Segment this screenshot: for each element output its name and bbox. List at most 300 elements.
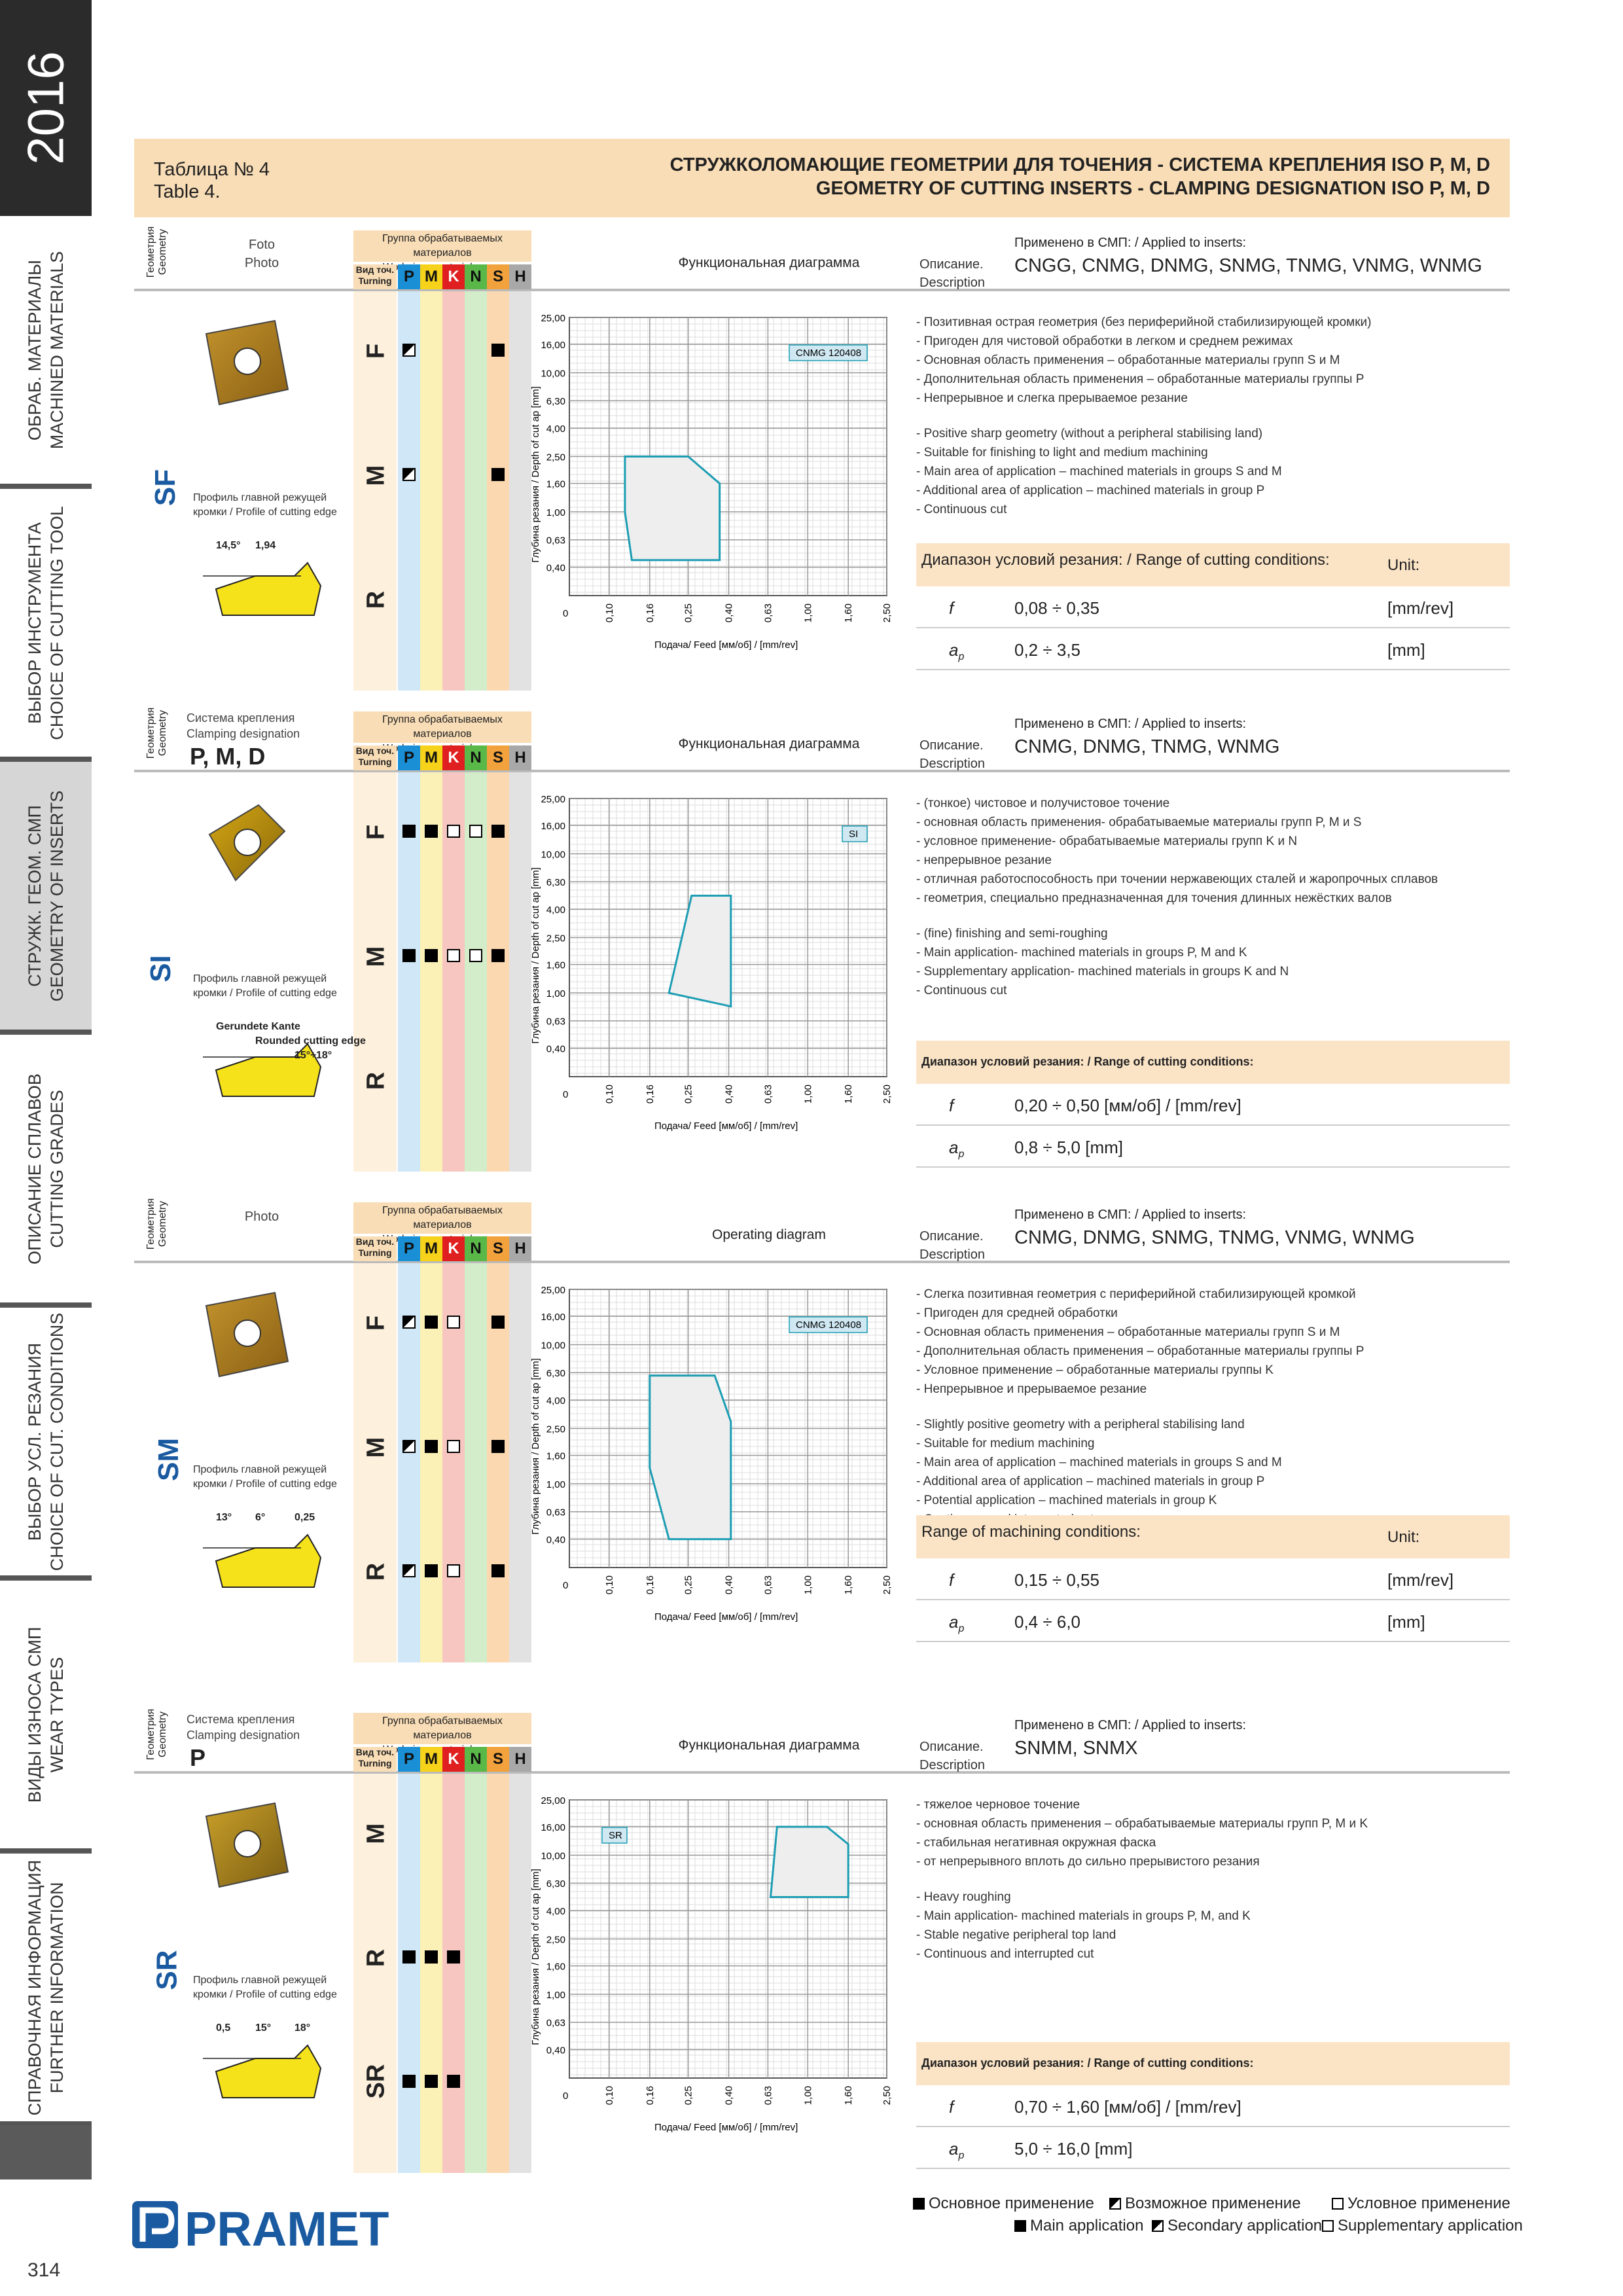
- description-en-line: - Suitable for finishing to light and medium machining: [916, 446, 1208, 459]
- unit-label: Unit:: [1387, 556, 1420, 574]
- profile-label: Профиль главной режущей кромки / Profile of cutting edge: [193, 1975, 337, 2000]
- x-tick-label: 0,63: [762, 1575, 774, 1595]
- sidebar-item-label-ru: СТРУЖК. ГЕОМ. СМП: [25, 804, 45, 987]
- y-tick-label: 1,00: [546, 1990, 565, 2001]
- depth-value: 5,0 ÷ 16,0 [mm]: [1014, 2139, 1133, 2159]
- description-ru-line: - Основная область применения – обработанные материалы групп S и M: [916, 1325, 1340, 1339]
- year-badge: 2016: [0, 0, 92, 216]
- application-mark: [447, 1564, 460, 1577]
- x-tick-label: 0,40: [723, 603, 735, 623]
- range-label: Диапазон условий резания: / Range of cutting conditions:: [921, 2056, 1254, 2070]
- table-header: [134, 139, 1510, 217]
- applied-label: Применено в СМП: / Applied to inserts:: [1014, 236, 1247, 250]
- y-tick-label: 10,00: [541, 1850, 565, 1862]
- profile-label: Профиль главной режущей кромки / Profile of cutting edge: [193, 973, 337, 999]
- sidebar-item-label-ru: ВИДЫ ИЗНОСА СМП: [25, 1626, 45, 1803]
- material-header-k: K: [442, 745, 465, 770]
- material-header-n: N: [465, 264, 487, 289]
- material-header-p: P: [398, 1236, 420, 1261]
- geometry-section-si: Геометрия Geometry Система крепления Clamping designation P, M, D Группа обрабатываемых материалов Вид точ. Turning P M K N S H Функциональная диаграмма Описание. Description Применено в СМП: / Applied to inserts: CNMG, DNMG, TNMG, WNMG F M R SI Профиль главной режущей кромки / Profile of cutting edge Gerundete Kante Rounded cutting edge 15°÷18° 25,00 16,00 10,00 6,30 4,00 2,50 1,60 1,00 0,63 0,40 0,10 0,16 0,25 0,40 0,63 1,00 1,60 2,50 0 SI Глубина резания / Depth of cut ap [mm] Подача/ Feed [мм/об] / [mm/rev] - (тонкое) чистовое и получистовое точение - основная область применения- обрабатываемые материалы групп P, M и S - условное применение- обрабатываемые материалы групп K и N - непрерывное резание - отличная работоспособность при точении нержавеющих сталей и жаропрочных сплавов - геометрия, специально предназначенная для точения длинных нежёстких валов - (fine) finishing and semi-roughing - Main application- machined materials in groups P, M and K - Supplementary application- machined materials in groups K and N - Continuous cut Диапазон условий резания: / Range of cutting conditions: f 0,20 ÷ 0,50 [мм/об] / [mm/rev] $a_p$ 0,8 ÷ 5,0 [mm]: [134, 697, 1510, 1178]
- application-mark: [491, 825, 505, 838]
- application-area: [669, 896, 731, 1007]
- y-tick-label: 6,30: [546, 877, 565, 889]
- profile-dimension: 6°: [255, 1512, 266, 1523]
- diagram-tag: CNMG 120408: [796, 1319, 862, 1331]
- geometry-section-sf: Геометрия Geometry Foto Photo Группа обрабатываемых материалов Вид точ. Turning P M K N S H Функциональная диаграмма Описание. Description Применено в СМП: / Applied to inserts: CNGG, CNMG, DNMG, SNMG, TNMG, VNMG, WNMG F M R SF Профиль главной режущей кромки / Profile of cutting edge 14,5° 1,94 25,00 16,00 10,00 6,30 4,00 2,50 1,60 1,00 0,63 0,40 0,10 0,16 0,25 0,40 0,63 1,00 1,60 2,50 0 CNMG 120408 Глубина резания / Depth of cut ap [mm] Подача/ Feed [мм/об] / [mm/rev] - Позитивная острая геометрия (без периферийной стабилизирующей кромки) - Пригоден для чистовой обработки в легком и среднем режимах - Основная область применения – обработанные материалы групп S и M - Дополнительная область применения – обработанные материалы группы P - Непрерывное и слегка прерываемое резание - Positive sharp geometry (without a peripheral stabilising land) - Suitable for finishing to light and medium machining - Main area of application – machined materials in groups S and M - Additional area of application – machined materials in group P - Continuous cut Диапазон условий резания: / Range of cutting conditions: Unit: f 0,08 ÷ 0,35 [mm/rev] $a_p$ 0,2 ÷ 3,5 [mm]: [134, 216, 1510, 697]
- geometry-code: SI: [144, 955, 177, 982]
- y-tick-label: 0,40: [546, 1534, 565, 1546]
- y-tick-label: 4,00: [546, 1906, 565, 1918]
- profile-label: Профиль главной режущей кромки / Profile of cutting edge: [193, 1464, 337, 1490]
- description-ru-line: - Дополнительная область применения – обработанные материалы группы P: [916, 1344, 1364, 1358]
- table-number-en: Table 4.: [154, 181, 221, 202]
- description-en-line: - Positive sharp geometry (without a peripheral stabilising land): [916, 427, 1263, 440]
- material-columns: [353, 772, 531, 1172]
- diagram-tag: SR: [609, 1830, 622, 1841]
- feed-row: f 0,20 ÷ 0,50 [мм/об] / [mm/rev]: [916, 1085, 1510, 1126]
- description-en-line: - Stable negative peripheral top land: [916, 1928, 1116, 1942]
- description-ru-line: - основная область применения- обрабатываемые материалы групп P, M и S: [916, 816, 1362, 829]
- x-tick-label: 0,16: [644, 603, 656, 623]
- main-mark-icon: [913, 2198, 925, 2210]
- material-header-p: P: [398, 1747, 420, 1772]
- material-header-h: H: [509, 1236, 531, 1261]
- applied-inserts: CNGG, CNMG, DNMG, SNMG, TNMG, VNMG, WNMG: [1014, 255, 1482, 276]
- description-ru-line: - Дополнительная область применения – обработанные материалы группы P: [916, 372, 1364, 386]
- y-tick-label: 0,40: [546, 1043, 565, 1055]
- x-tick-label: 2,50: [882, 2086, 893, 2106]
- x-tick-label: 0,16: [644, 2086, 656, 2106]
- description-ru-line: - Пригоден для средней обработки: [916, 1306, 1118, 1320]
- y-tick-label: 0,63: [546, 535, 565, 547]
- y-tick-label: 0,63: [546, 1507, 565, 1518]
- x-tick-label: 0,16: [644, 1085, 656, 1104]
- feed-value: 0,15 ÷ 0,55: [1014, 1570, 1099, 1590]
- title-ru: СТРУЖКОЛОМАЮЩИЕ ГЕОМЕТРИИ ДЛЯ ТОЧЕНИЯ - СИСТЕМА КРЕПЛЕНИЯ ISO P, M, D: [669, 154, 1490, 175]
- y-tick-label: 16,00: [541, 1312, 565, 1323]
- sidebar-item[interactable]: [0, 1308, 92, 1579]
- sidebar-item[interactable]: [0, 1854, 92, 2125]
- sidebar-item-label-en: CUTTING GRADES: [47, 1089, 67, 1248]
- application-area: [625, 457, 720, 560]
- description-en-line: - Potential application – machined materials in group K: [916, 1494, 1217, 1507]
- x-tick-label: 1,00: [802, 1575, 814, 1595]
- turning-mode-r: R: [362, 1562, 390, 1581]
- x-tick-label: 1,00: [802, 603, 814, 623]
- y-tick-label: 4,00: [546, 423, 565, 435]
- diagram-title: Operating diagram: [712, 1227, 826, 1242]
- description-ru-line: - Слегка позитивная геометрия с периферийной стабилизирующей кромкой: [916, 1287, 1356, 1301]
- sidebar-item-label-en: CHOICE OF CUT. CONDITIONS: [47, 1312, 67, 1571]
- geometry-section-sm: Геометрия Geometry Photo Группа обрабатываемых материалов Вид точ. Turning P M K N S H Operating diagram Описание. Description Применено в СМП: / Applied to inserts: CNMG, DNMG, SNMG, TNMG, VNMG, WNMG F M R SM Профиль главной режущей кромки / Profile of cutting edge 13° 6° 0,25 25,00 16,00 10,00 6,30 4,00 2,50 1,60 1,00 0,63 0,40 0,10 0,16 0,25 0,40 0,63 1,00 1,60 2,50 0 CNMG 120408 Глубина резания / Depth of cut ap [mm] Подача/ Feed [мм/об] / [mm/rev] - Слегка позитивная геометрия с периферийной стабилизирующей кромкой - Пригоден для средней обработки - Основная область применения – обработанные материалы групп S и M - Дополнительная область применения – обработанные материалы группы P - Условное применение – обработанные материалы группы K - Непрерывное и прерываемое резание - Slightly positive geometry with a peripheral stabilising land - Suitable for medium machining - Main area of application – machined materials in groups S and M - Additional area of application – machined materials in group P - Potential application – machined materials in group K Range of machining conditions: Unit: f 0,15 ÷ 0,55 [mm/rev] $a_p$ 0,4 ÷ 6,0 [mm]: [134, 1188, 1510, 1669]
- description-en-line: - Heavy roughing: [916, 1890, 1011, 1904]
- diagram-title: Функциональная диаграмма: [678, 255, 860, 270]
- x-tick-label: 2,50: [882, 603, 893, 623]
- operating-diagram: [520, 304, 913, 658]
- diagram-tag: CNMG 120408: [796, 348, 862, 359]
- geometry-code: SF: [149, 469, 182, 507]
- y-tick-label: 4,00: [546, 1395, 565, 1407]
- depth-value: 0,2 ÷ 3,5: [1014, 640, 1081, 660]
- applied-label: Применено в СМП: / Applied to inserts:: [1014, 1208, 1247, 1222]
- application-mark: [491, 468, 505, 481]
- depth-unit: [mm]: [1387, 1612, 1425, 1632]
- y-tick-label: 4,00: [546, 905, 565, 916]
- depth-row: $a_p$ 0,4 ÷ 6,0 [mm]: [916, 1602, 1510, 1642]
- material-header-p: P: [398, 745, 420, 770]
- feed-value: 0,20 ÷ 0,50 [мм/об] / [mm/rev]: [1014, 1096, 1241, 1115]
- depth-value: 0,4 ÷ 6,0: [1014, 1612, 1081, 1632]
- application-mark: [425, 825, 438, 838]
- description-ru-line: - стабильная негативная окружная фаска: [916, 1836, 1156, 1850]
- depth-value: 0,8 ÷ 5,0 [mm]: [1014, 1138, 1123, 1157]
- material-header-s: S: [487, 1747, 509, 1772]
- geometry-label: Геометрия Geometry: [145, 1708, 168, 1761]
- sidebar-item[interactable]: [0, 216, 92, 488]
- application-mark: [402, 1316, 416, 1329]
- table-number-ru: Таблица № 4: [154, 159, 270, 180]
- feed-unit: [mm/rev]: [1387, 598, 1454, 618]
- y-tick-label: 6,30: [546, 1878, 565, 1890]
- sidebar-item-label-en: MACHINED MATERIALS: [47, 251, 67, 449]
- description-ru-line: - условное применение- обрабатываемые материалы групп K и N: [916, 834, 1298, 848]
- applied-inserts: CNMG, DNMG, SNMG, TNMG, VNMG, WNMG: [1014, 1227, 1415, 1248]
- x-tick-label: 0,25: [683, 603, 694, 623]
- turning-mode-sr: SR: [362, 2064, 390, 2099]
- description-ru-line: - Непрерывное и слегка прерываемое резание: [916, 391, 1188, 405]
- profile-dimension: 14,5°: [216, 540, 241, 551]
- y-tick-label: 10,00: [541, 368, 565, 380]
- range-band: [916, 2042, 1510, 2085]
- x-tick-label: 0,10: [603, 2086, 615, 2106]
- material-columns: [353, 291, 531, 691]
- description-en-line: - Main application- machined materials in groups P, M and K: [916, 946, 1247, 960]
- turning-mode-f: F: [362, 343, 390, 359]
- description-en-line: - Additional area of application – machined materials in group P: [916, 1475, 1265, 1488]
- y-tick-label: 0,63: [546, 1016, 565, 1028]
- turning-mode-f: F: [362, 824, 390, 840]
- material-header-s: S: [487, 745, 509, 770]
- x-tick-label: 2,50: [882, 1575, 893, 1595]
- sidebar-item-label-ru: ВЫБОР УСЛ. РЕЗАНИЯ: [25, 1342, 45, 1541]
- sidebar-item-label-ru: ВЫБОР ИНСТРУМЕНТА: [25, 522, 45, 724]
- y-axis-label: Глубина резания / Depth of cut ap [mm]: [530, 1869, 541, 2045]
- applied-label: Применено в СМП: / Applied to inserts:: [1014, 1718, 1247, 1732]
- description-en-line: - Main area of application – machined materials in groups S and M: [916, 465, 1282, 478]
- x-axis-label: Подача/ Feed [мм/об] / [mm/rev]: [654, 2122, 798, 2133]
- x-tick-label: 0,40: [723, 2086, 735, 2106]
- origin-label: 0: [563, 1580, 569, 1591]
- description-ru-line: - непрерывное резание: [916, 853, 1052, 867]
- material-header-m: M: [420, 264, 442, 289]
- application-mark: [491, 1316, 505, 1329]
- x-tick-label: 0,25: [683, 2086, 694, 2106]
- application-area: [771, 1827, 849, 1897]
- origin-label: 0: [563, 2090, 569, 2102]
- description-en-line: - Continuous and interrupted cut: [916, 1947, 1094, 1961]
- y-tick-label: 1,00: [546, 988, 565, 1000]
- y-tick-label: 2,50: [546, 452, 565, 463]
- y-tick-label: 25,00: [541, 1795, 565, 1806]
- supp-mark-icon: [1332, 2198, 1344, 2210]
- range-band: [916, 1515, 1510, 1558]
- material-header-s: S: [487, 1236, 509, 1261]
- operating-diagram: [520, 1787, 913, 2140]
- description-en-line: - Continuous cut: [916, 984, 1007, 997]
- x-tick-label: 0,25: [683, 1085, 694, 1104]
- turning-mode-m: M: [362, 1823, 390, 1844]
- sidebar-item-label-en: CHOICE OF CUTTING TOOL: [47, 505, 67, 740]
- application-mark: [402, 344, 416, 357]
- material-header-m: M: [420, 745, 442, 770]
- diagram-tag: SI: [849, 829, 859, 840]
- application-mark: [469, 825, 482, 838]
- insert-photo-icon: [196, 1797, 294, 1895]
- y-tick-label: 1,00: [546, 507, 565, 519]
- feed-row: f 0,08 ÷ 0,35 [mm/rev]: [916, 588, 1510, 628]
- insert-photo-icon: [196, 1286, 294, 1384]
- y-tick-label: 1,60: [546, 478, 565, 490]
- x-tick-label: 0,10: [603, 603, 615, 623]
- description-en-line: - Continuous cut: [916, 503, 1007, 516]
- material-header-h: H: [509, 1747, 531, 1772]
- y-tick-label: 10,00: [541, 1340, 565, 1352]
- sidebar-item[interactable]: [0, 489, 92, 761]
- material-header-k: K: [442, 1747, 465, 1772]
- description-ru-line: - геометрия, специально предназначенная для точения длинных нежёстких валов: [916, 891, 1392, 905]
- y-tick-label: 1,60: [546, 1961, 565, 1973]
- insert-photo-icon: [196, 314, 294, 412]
- depth-unit: [mm]: [1387, 640, 1425, 660]
- turning-mode-m: M: [362, 1437, 390, 1458]
- turning-mode-m: M: [362, 465, 390, 486]
- turning-mode-r: R: [362, 1071, 390, 1090]
- x-tick-label: 1,60: [843, 1085, 855, 1104]
- profile-dimension: Rounded cutting edge: [255, 1035, 366, 1047]
- application-mark: [425, 1564, 438, 1577]
- application-mark: [469, 949, 482, 962]
- y-tick-label: 25,00: [541, 1285, 565, 1296]
- y-tick-label: 2,50: [546, 1424, 565, 1435]
- sidebar-item-label-en: FURTHER INFORMATION: [47, 1882, 67, 2093]
- origin-label: 0: [563, 1089, 569, 1100]
- origin-label: 0: [563, 608, 569, 619]
- geometry-code: SM: [152, 1438, 185, 1481]
- clamp-value: P, M, D: [190, 743, 266, 770]
- geometry-label: Геометрия Geometry: [145, 1198, 168, 1250]
- feed-value: 0,08 ÷ 0,35: [1014, 598, 1099, 618]
- application-mark: [491, 1440, 505, 1453]
- sidebar-item-label-en: GEOMETRY OF INSERTS: [47, 790, 67, 1001]
- application-mark: [425, 2075, 438, 2088]
- range-band: [916, 1041, 1510, 1084]
- range-label: Range of machining conditions:: [921, 1523, 1141, 1541]
- application-mark: [402, 949, 416, 962]
- application-mark: [491, 344, 505, 357]
- x-tick-label: 1,60: [843, 1575, 855, 1595]
- brand-name: PRAMET: [185, 2202, 389, 2255]
- turning-mode-r: R: [362, 1948, 390, 1967]
- feed-row: f 0,15 ÷ 0,55 [mm/rev]: [916, 1560, 1510, 1600]
- photo-label: Foto: [248, 238, 276, 252]
- x-tick-label: 0,40: [723, 1575, 735, 1595]
- description-ru-line: - от непрерывного вплоть до сильно прерывистого резания: [916, 1855, 1260, 1869]
- page-number: 314: [27, 2259, 61, 2281]
- description-ru-line: - отличная работоспособность при точении нержавеющих сталей и жаропрочных сплавов: [916, 872, 1438, 886]
- y-tick-label: 16,00: [541, 821, 565, 833]
- y-tick-label: 2,50: [546, 933, 565, 944]
- x-tick-label: 0,63: [762, 603, 774, 623]
- profile-dimension: 0,25: [294, 1512, 315, 1523]
- material-header-k: K: [442, 264, 465, 289]
- x-tick-label: 0,63: [762, 1085, 774, 1104]
- y-tick-label: 1,60: [546, 960, 565, 971]
- x-tick-label: 0,10: [603, 1575, 615, 1595]
- x-axis-label: Подача/ Feed [мм/об] / [mm/rev]: [654, 1611, 798, 1623]
- feed-unit: [mm/rev]: [1387, 1570, 1454, 1590]
- x-tick-label: 1,00: [802, 1085, 814, 1104]
- y-tick-label: 6,30: [546, 396, 565, 408]
- profile-dimension: Gerundete Kante: [216, 1021, 300, 1032]
- y-axis-label: Глубина резания / Depth of cut ap [mm]: [530, 867, 541, 1044]
- diagram-title: Функциональная диаграмма: [678, 736, 860, 751]
- feed-row: f 0,70 ÷ 1,60 [мм/об] / [mm/rev]: [916, 2087, 1510, 2127]
- turning-mode-m: M: [362, 946, 390, 967]
- x-tick-label: 0,40: [723, 1085, 735, 1104]
- application-mark: [402, 825, 416, 838]
- turning-mode-r: R: [362, 590, 390, 609]
- range-label: Диапазон условий резания: / Range of cutting conditions:: [921, 551, 1330, 569]
- depth-row: $a_p$ 0,2 ÷ 3,5 [mm]: [916, 630, 1510, 670]
- sidebar-item[interactable]: [0, 1581, 92, 1852]
- application-mark: [447, 1440, 460, 1453]
- x-tick-label: 2,50: [882, 1085, 893, 1104]
- x-axis-label: Подача/ Feed [мм/об] / [mm/rev]: [654, 1121, 798, 1132]
- application-mark: [425, 949, 438, 962]
- geometry-label: Геометрия Geometry: [145, 707, 168, 759]
- application-mark: [491, 949, 505, 962]
- insert-photo-icon: [196, 795, 294, 893]
- description-ru-line: - основная область применения – обрабатываемые материалы групп P, M и K: [916, 1817, 1368, 1831]
- x-tick-label: 0,63: [762, 2086, 774, 2106]
- application-mark: [447, 2075, 460, 2088]
- x-tick-label: 1,00: [802, 2086, 814, 2106]
- diagram-svg: [520, 1787, 913, 2140]
- x-tick-label: 0,10: [603, 1085, 615, 1104]
- y-tick-label: 2,50: [546, 1934, 565, 1946]
- material-header-n: N: [465, 745, 487, 770]
- material-header-n: N: [465, 1747, 487, 1772]
- geometry-section-sr: Геометрия Geometry Система крепления Clamping designation P Группа обрабатываемых материалов Вид точ. Turning P M K N S H Функциональная диаграмма Описание. Description Применено в СМП: / Applied to inserts: SNMM, SNMX M R SR SR Профиль главной режущей кромки / Profile of cutting edge 0,5 15° 18° 25,00 16,00 10,00 6,30 4,00 2,50 1,60 1,00 0,63 0,40 0,10 0,16 0,25 0,40 0,63 1,00 1,60 2,50 0 SR Глубина резания / Depth of cut ap [mm] Подача/ Feed [мм/об] / [mm/rev] - тяжелое черновое точение - основная область применения – обрабатываемые материалы групп P, M и K - стабильная негативная окружная фаска - от непрерывного вплоть до сильно прерывистого резания - Heavy roughing - Main application- machined materials in groups P, M, and K - Stable negative peripheral top land - Continuous and interrupted cut Диапазон условий резания: / Range of cutting conditions: f 0,70 ÷ 1,60 [мм/об] / [mm/rev] $a_p$ 5,0 ÷ 16,0 [mm]: [134, 1698, 1510, 2179]
- y-tick-label: 16,00: [541, 340, 565, 351]
- feed-value: 0,70 ÷ 1,60 [мм/об] / [mm/rev]: [1014, 2097, 1241, 2117]
- y-tick-label: 1,00: [546, 1479, 565, 1491]
- application-mark: [491, 1564, 505, 1577]
- diagram-svg: [520, 785, 913, 1139]
- x-tick-label: 0,25: [683, 1575, 694, 1595]
- sidebar-item-label-en: WEAR TYPES: [47, 1657, 67, 1772]
- application-mark: [447, 825, 460, 838]
- title-en: GEOMETRY OF CUTTING INSERTS - CLAMPING DESIGNATION ISO P, M, D: [815, 178, 1490, 199]
- secondary-mark-icon: [1109, 2198, 1121, 2210]
- sidebar-item[interactable]: [0, 762, 92, 1033]
- x-axis-label: Подача/ Feed [мм/об] / [mm/rev]: [654, 639, 798, 651]
- turning-mode-f: F: [362, 1315, 390, 1331]
- application-mark: [447, 949, 460, 962]
- x-tick-label: 1,60: [843, 2086, 855, 2106]
- description-en-line: - (fine) finishing and semi-roughing: [916, 927, 1108, 941]
- description-ru-line: - Основная область применения – обработанные материалы групп S и M: [916, 353, 1340, 367]
- application-mark: [425, 1440, 438, 1453]
- profile-dimension: 15°: [255, 2022, 272, 2034]
- y-tick-label: 16,00: [541, 1822, 565, 1834]
- y-tick-label: 6,30: [546, 1368, 565, 1380]
- material-header-k: K: [442, 1236, 465, 1261]
- unit-label: Unit:: [1387, 1528, 1420, 1546]
- y-tick-label: 0,63: [546, 2017, 565, 2029]
- applied-inserts: SNMM, SNMX: [1014, 1738, 1138, 1759]
- application-mark: [447, 1950, 460, 1964]
- description-en-line: - Main application- machined materials in groups P, M, and K: [916, 1909, 1251, 1923]
- operating-diagram: [520, 1276, 913, 1630]
- y-axis-label: Глубина резания / Depth of cut ap [mm]: [530, 1358, 541, 1535]
- material-header-h: H: [509, 745, 531, 770]
- profile-dimension: 0,5: [216, 2022, 231, 2034]
- profile-dimension: 18°: [294, 2022, 311, 2034]
- y-tick-label: 1,60: [546, 1450, 565, 1462]
- profile-dimension: 1,94: [255, 540, 276, 551]
- application-mark: [402, 2075, 416, 2088]
- applied-inserts: CNMG, DNMG, TNMG, WNMG: [1014, 736, 1280, 757]
- application-mark: [402, 1564, 416, 1577]
- sidebar: [0, 0, 92, 2179]
- application-mark: [425, 1950, 438, 1964]
- material-header-m: M: [420, 1236, 442, 1261]
- y-tick-label: 10,00: [541, 849, 565, 861]
- description-en-line: - Additional area of application – machined materials in group P: [916, 484, 1265, 497]
- clamp-label: Система крепления Clamping designation: [187, 1713, 300, 1742]
- sidebar-item-label-ru: ОБРАБ. МАТЕРИАЛЫ: [25, 259, 45, 440]
- sidebar-item-label-ru: СПРАВОЧНАЯ ИНФОРМАЦИЯ: [25, 1859, 45, 2115]
- material-header-p: P: [398, 264, 420, 289]
- diagram-title: Функциональная диаграмма: [678, 1738, 860, 1753]
- description-ru-line: - тяжелое черновое точение: [916, 1798, 1080, 1812]
- geometry-code: SR: [151, 1950, 183, 1990]
- brand-logo: [131, 2196, 406, 2255]
- pramet-logo-icon: [131, 2196, 406, 2255]
- sidebar-item[interactable]: [0, 1035, 92, 1306]
- y-axis-label: Глубина резания / Depth of cut ap [mm]: [530, 386, 541, 563]
- material-columns: [353, 1263, 531, 1662]
- description-en-line: - Suitable for medium machining: [916, 1437, 1095, 1450]
- diagram-svg: [520, 1276, 913, 1630]
- description-ru-line: - Непрерывное и прерываемое резание: [916, 1382, 1147, 1396]
- x-tick-label: 1,60: [843, 603, 855, 623]
- sidebar-item-label-ru: ОПИСАНИЕ СПЛАВОВ: [25, 1073, 45, 1265]
- clamp-label: Система крепления Clamping designation: [187, 711, 300, 740]
- material-columns: [353, 1774, 531, 2173]
- description-ru-line: - Условное применение – обработанные материалы группы K: [916, 1363, 1274, 1377]
- depth-row: $a_p$ 5,0 ÷ 16,0 [mm]: [916, 2128, 1510, 2169]
- y-tick-label: 0,40: [546, 562, 565, 574]
- x-tick-label: 0,16: [644, 1575, 656, 1595]
- applied-label: Применено в СМП: / Applied to inserts:: [1014, 717, 1247, 731]
- application-mark: [402, 1440, 416, 1453]
- range-band: [916, 543, 1510, 586]
- y-tick-label: 25,00: [541, 313, 565, 324]
- description-ru-line: - (тонкое) чистовое и получистовое точение: [916, 797, 1170, 810]
- material-header-h: H: [509, 264, 531, 289]
